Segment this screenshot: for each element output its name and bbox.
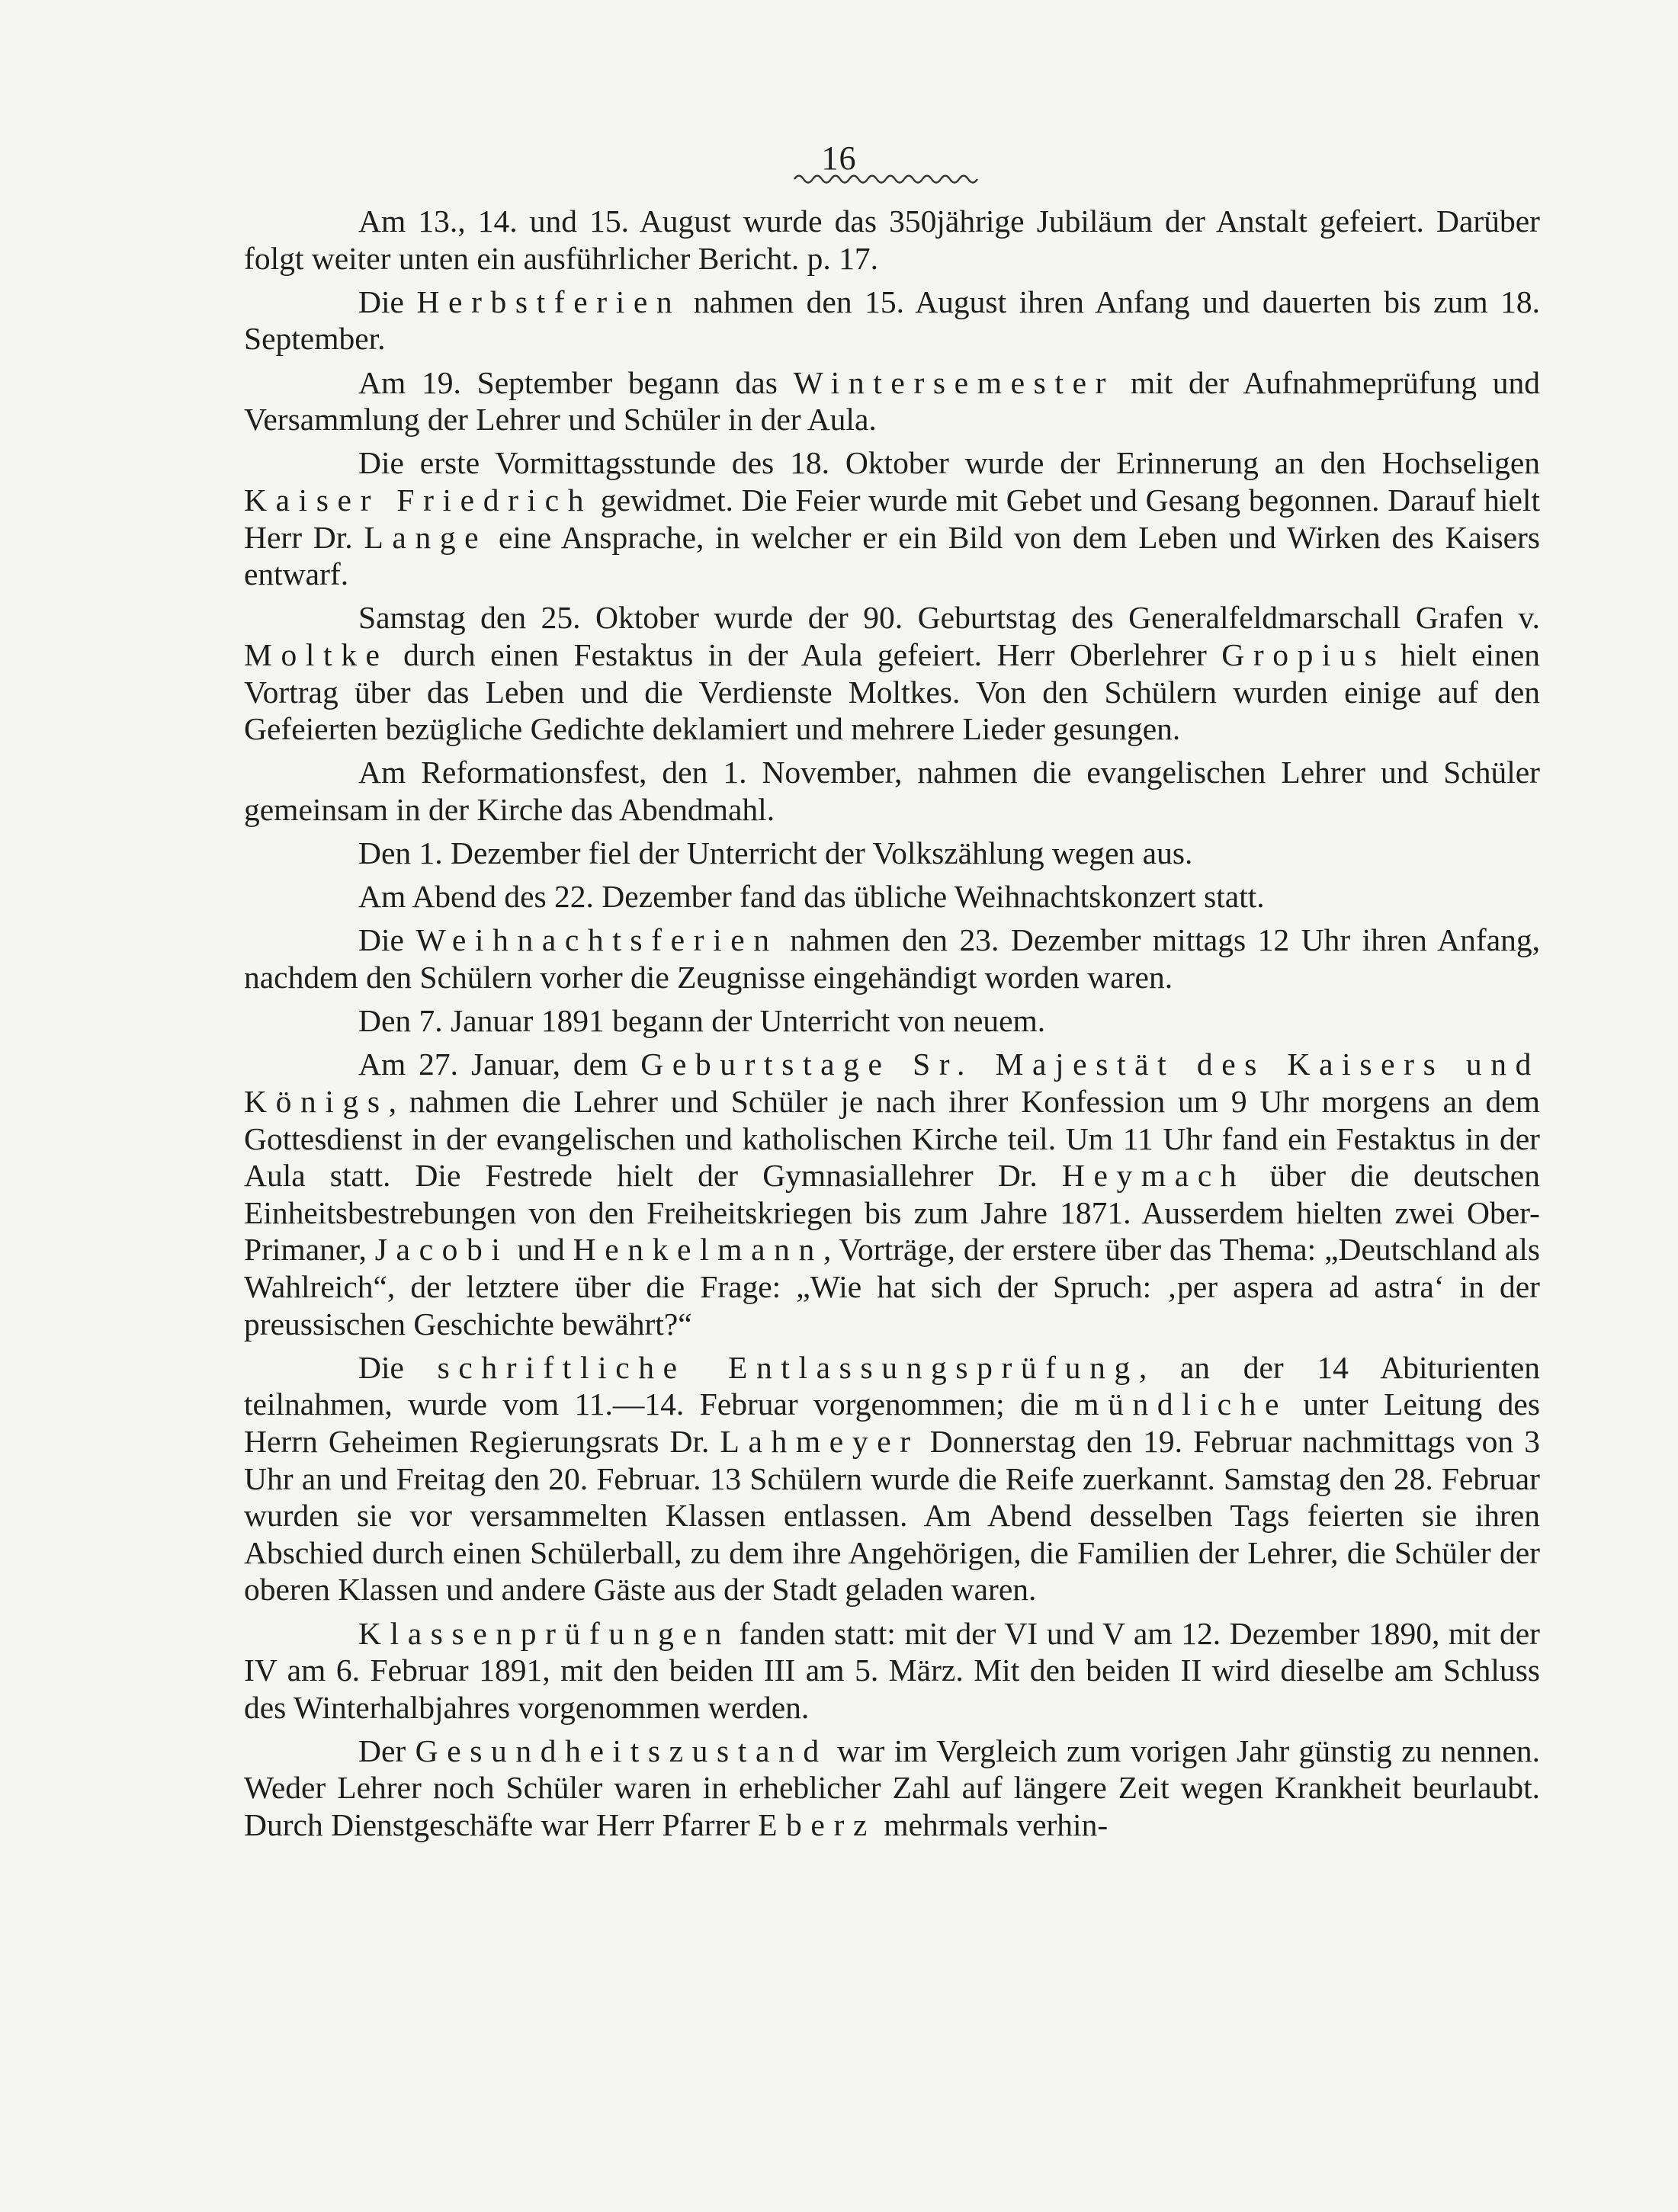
paragraph (244, 364, 1540, 438)
paragraph (244, 1733, 1540, 1844)
paragraph (244, 835, 1540, 872)
spaced-emphasis-text: Eberz (758, 1807, 876, 1843)
text-run: nahmen den 23. Dezember mittags 12 Uhr ihren Anfang, nachdem den Schülern vorher die Zeugnisse eingehändigt worden waren. (244, 922, 1540, 995)
text-run: , nahmen die Lehrer und Schüler je nach ihrer Konfession um 9 Uhr morgens an dem Gottesdienst in der evangelischen und katholischen Kirche teil. Um 11 Uhr fand ein Festaktus in der Aula statt. Die Festrede hielt der Gymnasiallehrer Dr. (244, 1084, 1540, 1194)
text-run: mit der Aufnahmeprüfung und Versammlung der Lehrer und Schüler in der Aula. (244, 364, 1540, 438)
spaced-emphasis-text: Kaiser Friedrich (244, 482, 593, 518)
text-run: Am 19. September begann das (358, 364, 794, 400)
spaced-emphasis-text: Moltke (244, 636, 389, 672)
spaced-emphasis-text: Jacobi (374, 1232, 509, 1268)
paragraph (244, 1615, 1540, 1726)
text-run: unter Leitung des Herrn Geheimen Regierungsrats Dr. (244, 1387, 1541, 1459)
text-run: war im Vergleich zum vorigen Jahr günstig zu nennen. Weder Lehrer noch Schüler waren in erheblicher Zahl auf längere Zeit wegen Krankheit beurlaubt. Durch Dienstgeschäfte war Herr Pfarrer (244, 1733, 1541, 1843)
spaced-emphasis-text: Gesundheitszustand (415, 1733, 828, 1768)
spaced-emphasis-text: Henkelmann (573, 1232, 823, 1268)
text-run: Die erste Vormittagsstunde des 18. Oktober wurde der Erinnerung an den Hochseligen (358, 445, 1540, 481)
text-run: und (509, 1232, 573, 1268)
text-run: eine Ansprache, in welcher er ein Bild von dem Leben und Wirken des Kaisers entwarf. (244, 519, 1541, 592)
paragraph (244, 922, 1540, 995)
paragraph (244, 1349, 1540, 1608)
spaced-emphasis-text: mündliche (1074, 1387, 1288, 1422)
paragraph (244, 284, 1540, 357)
text-run: Den 7. Januar 1891 begann der Unterricht von neuem. (358, 1003, 1046, 1039)
text-run: Am 13., 14. und 15. August wurde das 350jährige Jubiläum der Anstalt gefeiert. Darüber folgt weiter unten ein ausführlicher Bericht. p. 17. (244, 204, 1540, 276)
page-number: 16 (821, 139, 857, 177)
paragraph (244, 444, 1540, 592)
text-run: fanden statt: mit der VI und V am 12. Dezember 1890, mit der IV am 6. Februar 1891, mit den beiden III am 5. März. Mit den beiden II wird dieselbe am Schluss des Winterhalbjahres vorgenommen werden. (244, 1615, 1540, 1725)
text-run: über die deutschen Einheitsbestrebungen von den Freiheitskriegen bis zum Jahre 1871. Ausserdem hielten zwei Ober-Primaner, (244, 1158, 1540, 1268)
spaced-emphasis-text: Herbstferien (416, 284, 682, 319)
text-run: Den 1. Dezember fiel der Unterricht der Volkszählung wegen aus. (358, 835, 1193, 871)
paragraph (244, 754, 1540, 828)
body-text (244, 203, 1540, 1850)
spaced-emphasis-text: Lahmeyer (720, 1423, 919, 1459)
spaced-emphasis-text: Weihnachtsferien (415, 922, 778, 958)
text-run: hielt einen Vortrag über das Leben und die Verdienste Moltkes. Von den Schülern wurden einige auf den Gefeierten bezügliche Gedichte deklamiert und mehrere Lieder gesungen. (244, 636, 1540, 747)
text-run: nahmen den 15. August ihren Anfang und dauerten bis zum 18. September. (244, 284, 1541, 357)
spaced-emphasis-text: Wintersemester (793, 364, 1115, 400)
paragraph (244, 878, 1540, 915)
text-run: Am 27. Januar, dem (358, 1047, 641, 1082)
text-run: , an der 14 Abiturienten teilnahmen, wurde vom 11.—14. Februar vorgenommen; die (244, 1349, 1540, 1422)
text-run: Die (358, 1349, 438, 1385)
paragraph (244, 1002, 1540, 1040)
text-run: Am Reformationsfest, den 1. November, nahmen die evangelischen Lehrer und Schüler gemeinsam in der Kirche das Abendmahl. (244, 755, 1540, 827)
text-run: durch einen Festaktus in der Aula gefeiert. Herr Oberlehrer (388, 636, 1222, 672)
text-run: mehrmals verhin- (875, 1807, 1109, 1843)
text-run: , Vorträge, der erstere über das Thema: „Deutschland als Wahlreich“, der letztere über die Frage: „Wie hat sich der Spruch: ‚per aspera ad astra‘ in der preussischen Geschichte bewährt?“ (244, 1232, 1540, 1342)
spaced-emphasis-text: Klassenprüfungen (358, 1615, 730, 1651)
spaced-emphasis-text: Heymach (1061, 1158, 1246, 1194)
text-run: Der (358, 1733, 415, 1768)
text-run: Die (358, 284, 417, 319)
wavy-rule-ornament (793, 169, 983, 189)
spaced-emphasis-text: schriftliche Entlassungsprüfung (437, 1349, 1139, 1385)
text-run: Die (358, 922, 416, 958)
text-run: gewidmet. Die Feier wurde mit Gebet und Gesang begonnen. Darauf hielt Herr Dr. (244, 482, 1540, 555)
paragraph (244, 1046, 1540, 1342)
spaced-emphasis-text: Geburtstage Sr. Majestät des Kaisers und Königs (244, 1047, 1540, 1119)
spaced-emphasis-text: Lange (364, 519, 488, 555)
paragraph (244, 203, 1540, 277)
text-run: Am Abend des 22. Dezember fand das übliche Weihnachtskonzert statt. (358, 879, 1265, 915)
text-run: Donnerstag den 19. Februar nachmittags von 3 Uhr an und Freitag den 20. Februar. 13 Schülern wurde die Reife zuerkannt. Samstag den 28. Februar wurden sie vor versammelten Klassen entlassen. Am Abend desselben Tags feierten sie ihren Abschied durch einen Schülerball, zu dem ihre Angehörigen, die Familien der Lehrer, die Schüler der oberen Klassen und andere Gäste aus der Stadt geladen waren. (244, 1423, 1540, 1608)
spaced-emphasis-text: Gropius (1221, 636, 1386, 672)
text-run: Samstag den 25. Oktober wurde der 90. Geburtstag des Generalfeldmarschall Grafen v. (358, 600, 1540, 636)
paragraph (244, 599, 1540, 747)
